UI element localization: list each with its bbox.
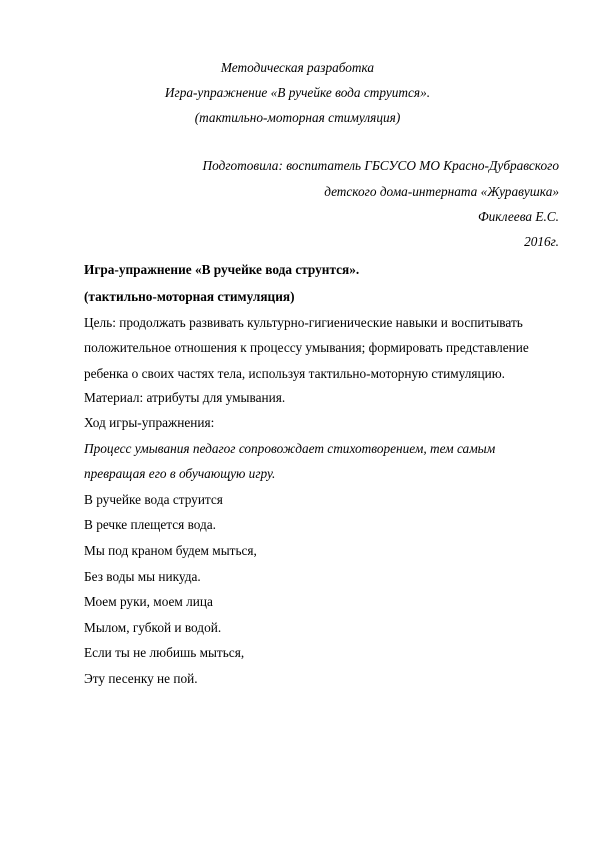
author-line-2: детского дома-интерната «Журавушка» bbox=[324, 184, 559, 199]
poem-line: Если ты не любишь мыться, bbox=[84, 645, 245, 660]
poem-line: В ручейке вода струится bbox=[84, 492, 223, 507]
note-line-1: Процесс умывания педагог сопровождает стихотворением, тем самым bbox=[84, 441, 496, 456]
goal-line-3: ребенка о своих частях тела, используя тактильно-моторную стимуляцию. bbox=[84, 366, 505, 381]
poem-line: Без воды мы никуда. bbox=[84, 569, 201, 584]
poem-line: Мы под краном будем мыться, bbox=[84, 543, 257, 558]
material-line: Материал: атрибуты для умывания. bbox=[84, 390, 286, 405]
goal-line-2: положительное отношения к процессу умывания; формировать представление bbox=[84, 340, 529, 355]
course-line: Ход игры-упражнения: bbox=[84, 415, 215, 430]
header-game-name: Игра-упражнение «В ручейке вода струится». bbox=[164, 85, 431, 100]
header-subtitle: (тактильно-моторная стимуляция) bbox=[194, 110, 401, 125]
body-subtitle: (тактильно-моторная стимуляция) bbox=[84, 289, 295, 304]
author-line-1: Подготовила: воспитатель ГБСУСО МО Красно-Дубравского bbox=[202, 158, 559, 173]
poem-line: Мылом, губкой и водой. bbox=[84, 620, 222, 635]
poem-line: Эту песенку не пой. bbox=[84, 671, 198, 686]
author-year: 2016г. bbox=[524, 234, 559, 249]
goal-line-1: Цель: продолжать развивать культурно-гигиенические навыки и воспитывать bbox=[84, 315, 523, 330]
note-line-2: превращая его в обучающую игру. bbox=[84, 466, 276, 481]
poem-line: В речке плещется вода. bbox=[84, 517, 217, 532]
poem-line: Моем руки, моем лица bbox=[84, 594, 213, 609]
author-name: Фиклеева Е.С. bbox=[477, 209, 559, 224]
body-title: Игра-упражнение «В ручейке вода струнтся». bbox=[84, 262, 360, 277]
header-title: Методическая разработка bbox=[220, 60, 375, 75]
